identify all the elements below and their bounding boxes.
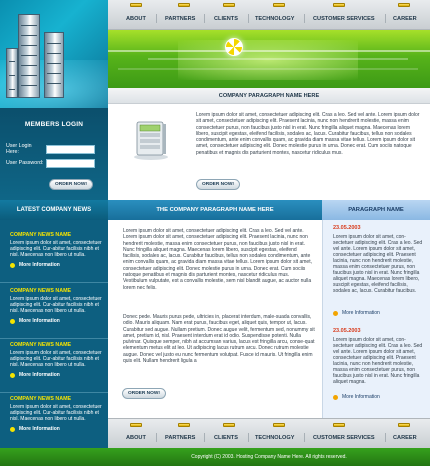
news-item-title: COMPANY NEWS NAME [10,232,72,238]
nav-separator [248,14,249,23]
footer-nav-customer-services[interactable]: CUSTOMER SERVICES [313,435,375,441]
company-paragraph-section [108,104,430,200]
login-row [6,144,100,154]
nav-pin-icon [178,3,190,7]
nav-pin-icon [130,3,142,7]
bullet-icon [10,373,15,378]
latest-news-title: LATEST COMPANY NEWS [0,200,108,220]
server-tower-icon [6,48,18,98]
login-input[interactable] [46,145,95,154]
news-item-title: COMPANY NEWS NAME [10,396,72,402]
news-item [10,396,102,432]
nav-separator [248,433,249,442]
banner-streak [118,68,418,70]
right-item-text: Lorem ipsum dolor sit amet, con-sectetuer adipiscing elit. Cras a leo. Sed vel ante. Lorem ipsum dolor sit amet, consectetuer adipiscing elit. Praesent lacinia, nunc non hendrerit molestie, massa enim consectetuer purus, non faucibus justo nisl in erat. Nunc fringilla aliquet magna. Maecenas lorem libero, suscipit egestas, eleifend facilisis, sodales ac, lacus. Curabitur faucibus. [333,234,423,294]
server-tower-icon [44,32,64,98]
main-paragraph-text: Donec pede. Mauris purus pede, ultricies in, placerat interdum, male-suada convallis, odio. Mauris aliquam. Nam erat purus, faucibus eget, aliquet quis, tempor ut, lacus. Curabitur sed augue. Nullam pretium. Donec augue velit, fermentum sed, nonummy sit amet, pretium id, nisl. Praesent interdum erat id odio. Suspendisse potenti. Nulla pulvinar. Quisque semper, nibh at accumsan varius, lacus est fringilla arcu, conse-quat elementum metus elit at leo. Ut adipiscing lacus rutrum arcu. Donec rutrum molestie augue. Donec vel justo eu nunc fermentum volutpat. Fusce id mauris. Ut fringilla enim quis elit. Nullam hendrerit ligula a [123,314,315,365]
divider [0,282,108,283]
footer-nav-partners[interactable]: PARTNERS [165,435,196,441]
bullet-icon [10,427,15,432]
copyright-text: Copyright (C) 2003. Hosting Company Name Here. All rights reserved. [191,454,347,460]
password-row [6,158,100,168]
order-now-button[interactable]: ORDER NOW! [122,388,166,399]
server-unit-icon [133,120,169,160]
nav-separator [385,14,386,23]
news-item-body: Lorem ipsum dolor sit amet, consectetuer adipiscing elit. Cur-abitur facilisis nibh et nisl. Maecenas non libero ut nulla. [10,296,102,314]
top-navigation [108,0,430,30]
banner-streak [108,50,430,52]
footer-nav-about[interactable]: ABOUT [126,435,146,441]
members-login-panel [0,108,108,200]
divider [0,338,108,339]
nav-separator [204,14,205,23]
latest-news-list [0,220,108,448]
news-more-link[interactable]: More Information [10,262,102,268]
right-paragraph-title: PARAGRAPH NAME [322,200,430,220]
banner-streak [148,58,408,60]
bullet-icon [333,311,338,316]
footer-nav-technology[interactable]: TECHNOLOGY [255,435,295,441]
right-sidebar [322,220,430,448]
footer-nav-career[interactable]: CAREER [393,435,417,441]
bottom-navigation [108,418,430,448]
nav-career[interactable]: CAREER [393,16,417,22]
nav-separator [385,433,386,442]
nav-partners[interactable]: PARTNERS [165,16,196,22]
news-more-link[interactable]: More Information [10,318,102,324]
server-image [0,0,108,108]
nav-pin-icon [273,3,285,7]
news-item [10,232,102,268]
nav-about[interactable]: ABOUT [126,16,146,22]
login-label: User Login Here: [6,143,32,155]
right-item-text: Lorem ipsum dolor sit amet, con-sectetuer adipiscing elit. Cras a leo. Sed vel ante. Lorem ipsum dolor sit amet, consectetuer adipiscing elit. Praesent lacinia, nunc non hendrerit molestie, massa enim consectetuer purus, non faucibus justo nisl in erat. Nunc fringilla aliquet magna. [333,337,423,385]
bullet-icon [333,395,338,400]
nav-separator [204,433,205,442]
globe-icon [225,38,243,56]
main-paragraph-title: THE COMPANY PARAGRAPH NAME HERE [108,200,322,220]
nav-pin-icon [178,423,190,427]
members-login-title: MEMBERS LOGIN [24,121,84,128]
news-item-body: Lorem ipsum dolor sit amet, consectetuer adipiscing elit. Cur-abitur facilisis nibh et nisl. Maecenas non libero ut nulla. [10,350,102,368]
main-content [108,220,322,448]
footer-nav-clients[interactable]: CLIENTS [214,435,238,441]
nav-clients[interactable]: CLIENTS [214,16,238,22]
nav-separator [304,433,305,442]
news-more-link[interactable]: More Information [10,426,102,432]
main-paragraph-text: Lorem ipsum dolor sit amet, consectetuer adipiscing elit. Cras a leo. Sed vel ante. Lorem ipsum dolor sit amet, consectetuer adipiscing elit. Praesent lacinia, nunc non hendrerit molestie, massa enim consectetuer purus, non faucibus justo nisl in erat. Nunc fringilla aliquet magna. Maecenas lorem libero, suscipit egestas, eleifend facilisis, sodales ac, lacus. Curabitur faucibus, tellus non sodales condimentum, ante enim convallis quam, ac gravida diam massa vitae tellus. Lorem ipsum dolor sit amet, consectetuer adipiscing elit. Donec molestie purus in urna. Donec erat. Cum sociis natoque penatibus et magnis dis parturient montes, nascetur ridiculus mus. Vestibulum vulputate, est a convallis molestie, sem nisl blandit augue, ac auctor nulla lorem nec felis. [123,228,312,291]
news-item-body: Lorem ipsum dolor sit amet, consectetuer adipiscing elit. Cur-abitur facilisis nibh et nisl. Maecenas non libero ut nulla. [10,240,102,258]
news-item-title: COMPANY NEWS NAME [10,288,72,294]
nav-pin-icon [273,423,285,427]
nav-pin-icon [333,3,345,7]
divider [0,392,108,393]
nav-pin-icon [398,423,410,427]
nav-separator [304,14,305,23]
bullet-icon [10,319,15,324]
nav-customer-services[interactable]: CUSTOMER SERVICES [313,16,375,22]
password-input[interactable] [46,159,95,168]
news-item [10,342,102,378]
nav-pin-icon [130,423,142,427]
server-tower-icon [18,14,40,98]
news-date: 23.05.2003 [333,328,361,334]
news-item-body: Lorem ipsum dolor sit amet, consectetuer adipiscing elit. Cur-abitur facilisis nibh et nisl. Maecenas non libero ut nulla. [10,404,102,422]
login-order-button[interactable]: ORDER NOW! [49,179,93,190]
nav-pin-icon [333,423,345,427]
nav-pin-icon [223,3,235,7]
footer [0,448,430,466]
banner-light [178,40,358,80]
password-label: User Password: [6,160,44,166]
bullet-icon [10,263,15,268]
left-column [0,0,108,466]
nav-separator [156,14,157,23]
right-more-link[interactable]: More Information [333,394,380,400]
news-item-title: COMPANY NEWS NAME [10,342,72,348]
right-more-link[interactable]: More Information [333,310,380,316]
order-now-button[interactable]: ORDER NOW! [196,179,240,190]
nav-pin-icon [398,3,410,7]
nav-separator [156,433,157,442]
nav-pin-icon [223,423,235,427]
company-paragraph-text: Lorem ipsum dolor sit amet, consectetuer adipiscing elit. Cras a leo. Sed vel ante. Lorem ipsum dolor sit amet, consectetuer adipiscing elit. Praesent lacinia, nunc non hendrerit molestie, massa enim consectetuer purus, non faucibus justo nisl in erat. Nunc fringilla aliquet magna. Maecenas lorem libero, suscipit egestas, eleifend facilisis, sodales ac, lacus. Curabitur faucibus, tellus non sodales condimentum, ante enim convallis quam, ac gravida diam massa vitae tellus. Lorem ipsum dolor sit amet, consectetuer adipiscing elit. Donec molestie purus in urna. Donec erat. Cum sociis natoque penatibus et magnis dis parturient montes, nascetur ridiculus mus. [196,112,420,156]
news-date: 23.05.2003 [333,225,361,231]
company-paragraph-title: COMPANY PARAGRAPH NAME HERE [108,88,430,104]
news-more-link[interactable]: More Information [10,372,102,378]
green-banner [108,30,430,88]
nav-technology[interactable]: TECHNOLOGY [255,16,295,22]
news-item [10,288,102,324]
